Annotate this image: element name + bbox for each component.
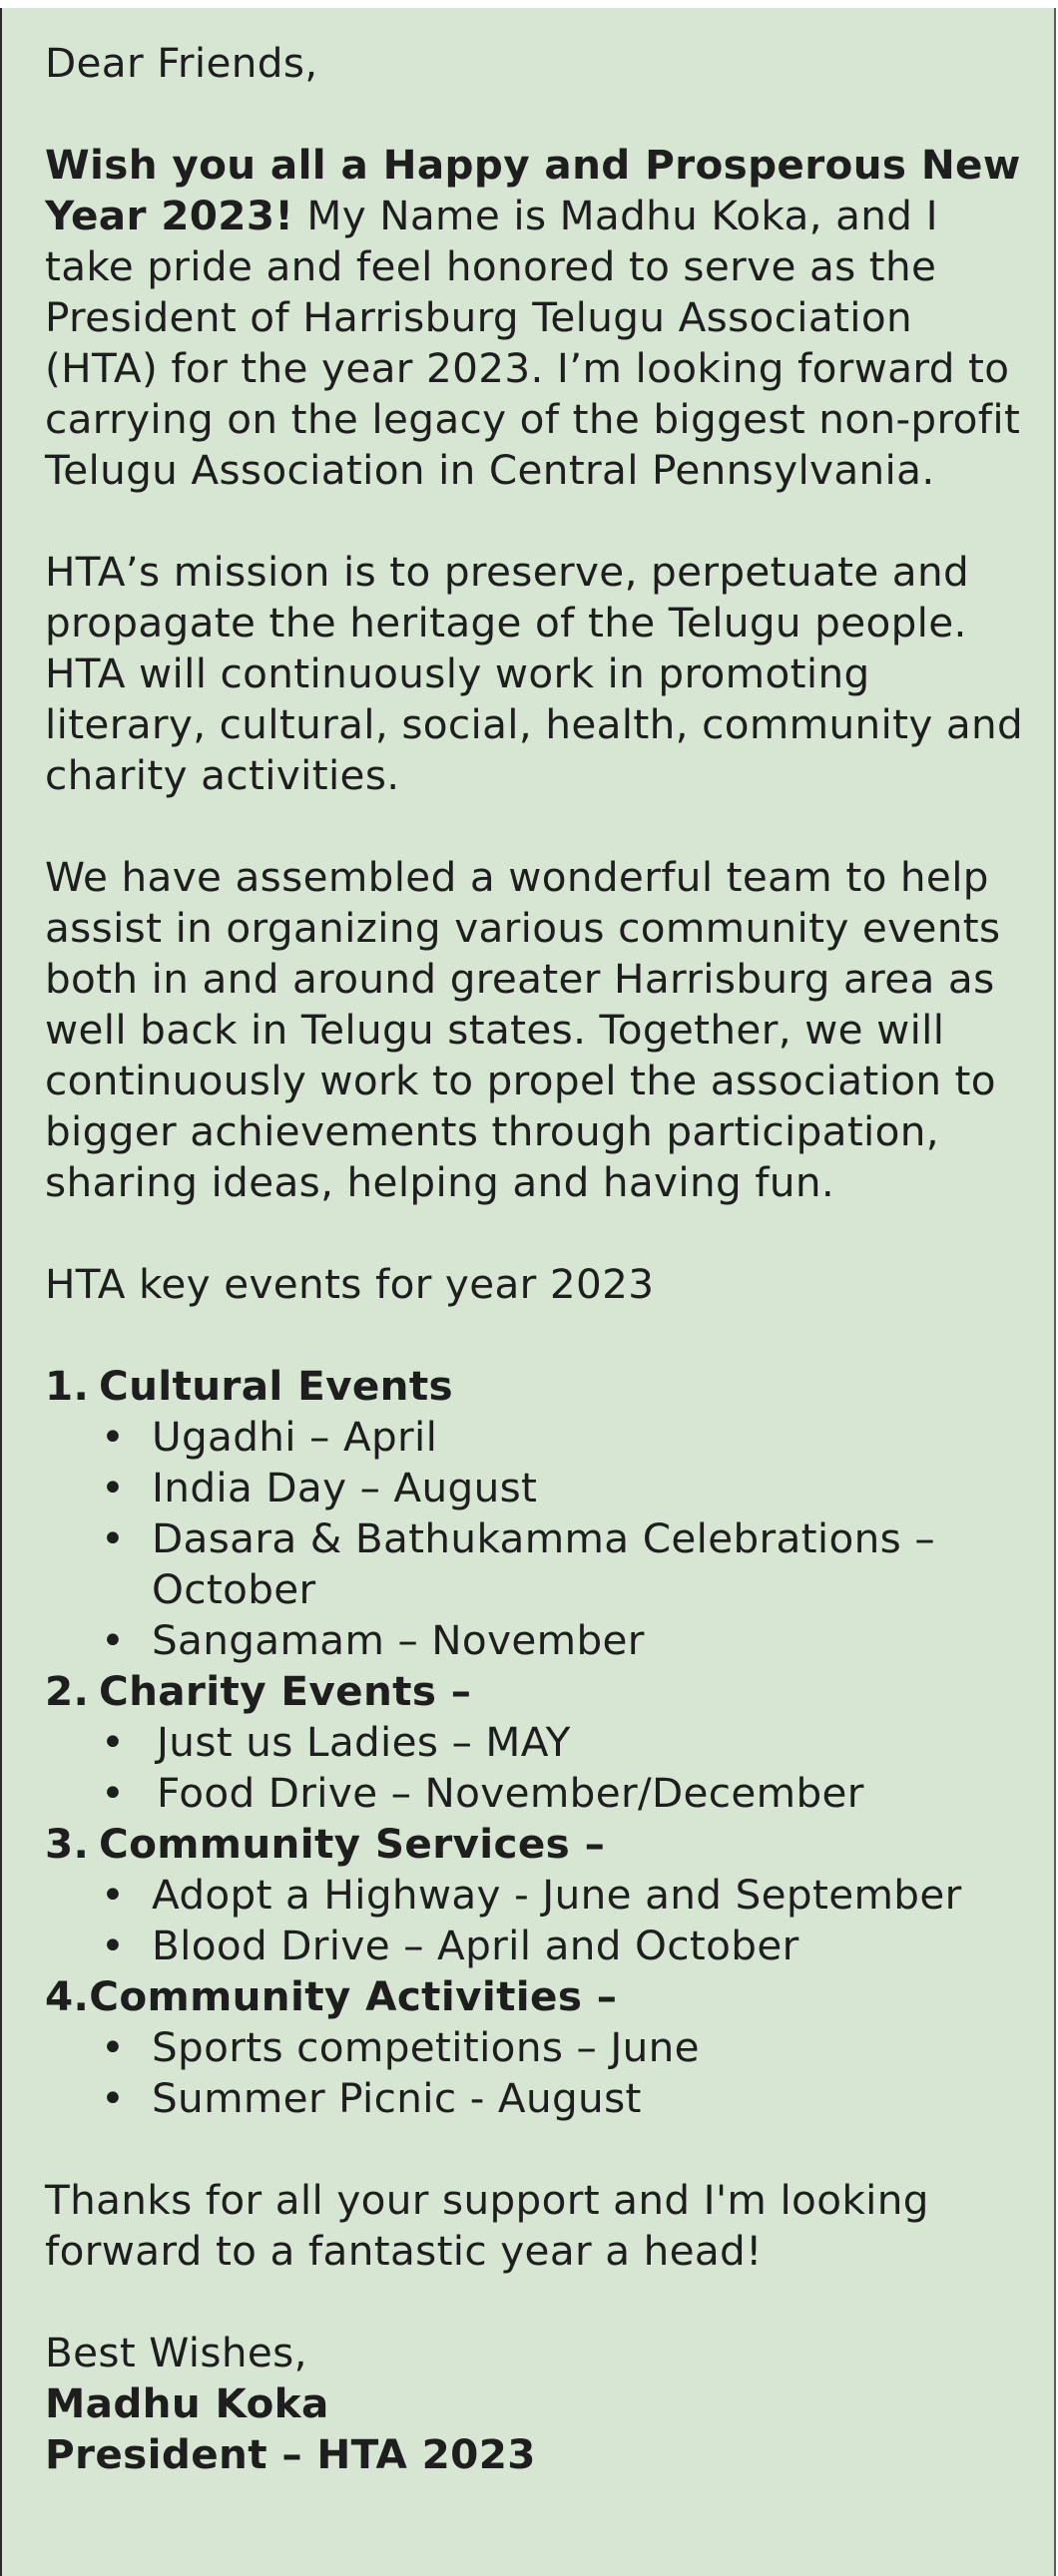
team-paragraph: We have assembled a wonderful team to help assist in organizing various community events both in and around greater Harrisburg area as well back in Telugu states. Together, we will continuously work to propel the association to bigger achievements through participation, sharing ideas, helping and having fun. [45, 853, 1001, 1206]
event-items [45, 2022, 1024, 2124]
event-item: • Summer Picnic - August [101, 2074, 642, 2122]
bullet-icon: • [101, 2023, 126, 2071]
signature-title: President – HTA 2023 [45, 2430, 536, 2478]
event-category-number: 2. [45, 1667, 90, 1715]
event-category-number: 1. [45, 1362, 90, 1410]
intro-text: My Name is Madhu Koka, and I take pride and feel honored to serve as the President of Harrisburg Telugu Association (HTA) for the year 2023. I’m looking forward to carrying on the legacy of the biggest non-profit Telugu Association in Central Pennsylvania. [45, 192, 1021, 494]
event-items [45, 1412, 1024, 1666]
event-category [45, 1361, 1024, 1666]
event-category-heading [45, 1666, 1024, 1717]
event-item: • Dasara & Bathukamma Celebrations – October [101, 1514, 935, 1613]
event-category [45, 1819, 1024, 1971]
mission-paragraph: HTA’s mission is to preserve, perpetuate and propagate the heritage of the Telugu people. HTA will continuously work in promoting literary, cultural, social, health, community and charity activities. [45, 548, 1024, 799]
bullet-icon: • [101, 1718, 126, 1766]
event-items [45, 1870, 1024, 1971]
event-category-heading [45, 1361, 1024, 1412]
event-category [45, 1971, 1024, 2124]
bullet-icon: • [101, 1514, 126, 1562]
event-category-title: Community Services – [99, 1820, 606, 1868]
bullet-icon: • [101, 1922, 126, 1969]
event-item: • India Day – August [101, 1464, 538, 1511]
event-category-number: 3. [45, 1820, 90, 1868]
events-list [45, 1361, 1024, 2124]
event-category-title: Cultural Events [99, 1362, 453, 1410]
event-item: • Adopt a Highway - June and September [101, 1871, 962, 1919]
event-item: • Food Drive – November/December [101, 1769, 864, 1817]
signoff: Best Wishes, [45, 2329, 307, 2376]
bullet-icon: • [101, 1464, 126, 1511]
events-heading: HTA key events for year 2023 [45, 1260, 655, 1308]
closing-paragraph: Thanks for all your support and I'm looking forward to a fantastic year a head! [45, 2176, 929, 2275]
event-item: • Ugadhi – April [101, 1413, 438, 1461]
event-item: • Sports competitions – June [101, 2023, 700, 2071]
signature-name: Madhu Koka [45, 2379, 329, 2427]
event-category-heading [45, 1819, 1024, 1870]
event-item: • Blood Drive – April and October [101, 1922, 799, 1969]
bullet-icon: • [101, 1769, 126, 1817]
event-category-title: Community Activities – [89, 1972, 618, 2020]
event-items [45, 1717, 1024, 1819]
bullet-icon: • [101, 2074, 126, 2122]
event-category [45, 1666, 1024, 1819]
bullet-icon: • [101, 1616, 126, 1664]
new-year-wish: Wish you all a Happy and Prosperous New Year 2023! [45, 141, 1021, 239]
event-item: • Sangamam – November [101, 1616, 645, 1664]
intro-paragraph [45, 140, 1024, 496]
bullet-icon: • [101, 1413, 126, 1461]
letter-panel [0, 8, 1056, 2576]
bullet-icon: • [101, 1871, 126, 1919]
signature-block [45, 2328, 1024, 2480]
event-category-heading [45, 1971, 1024, 2022]
event-item: • Just us Ladies – MAY [101, 1718, 571, 1766]
greeting: Dear Friends, [45, 39, 318, 87]
event-category-number: 4. [45, 1972, 90, 2020]
event-category-title: Charity Events – [99, 1667, 472, 1715]
